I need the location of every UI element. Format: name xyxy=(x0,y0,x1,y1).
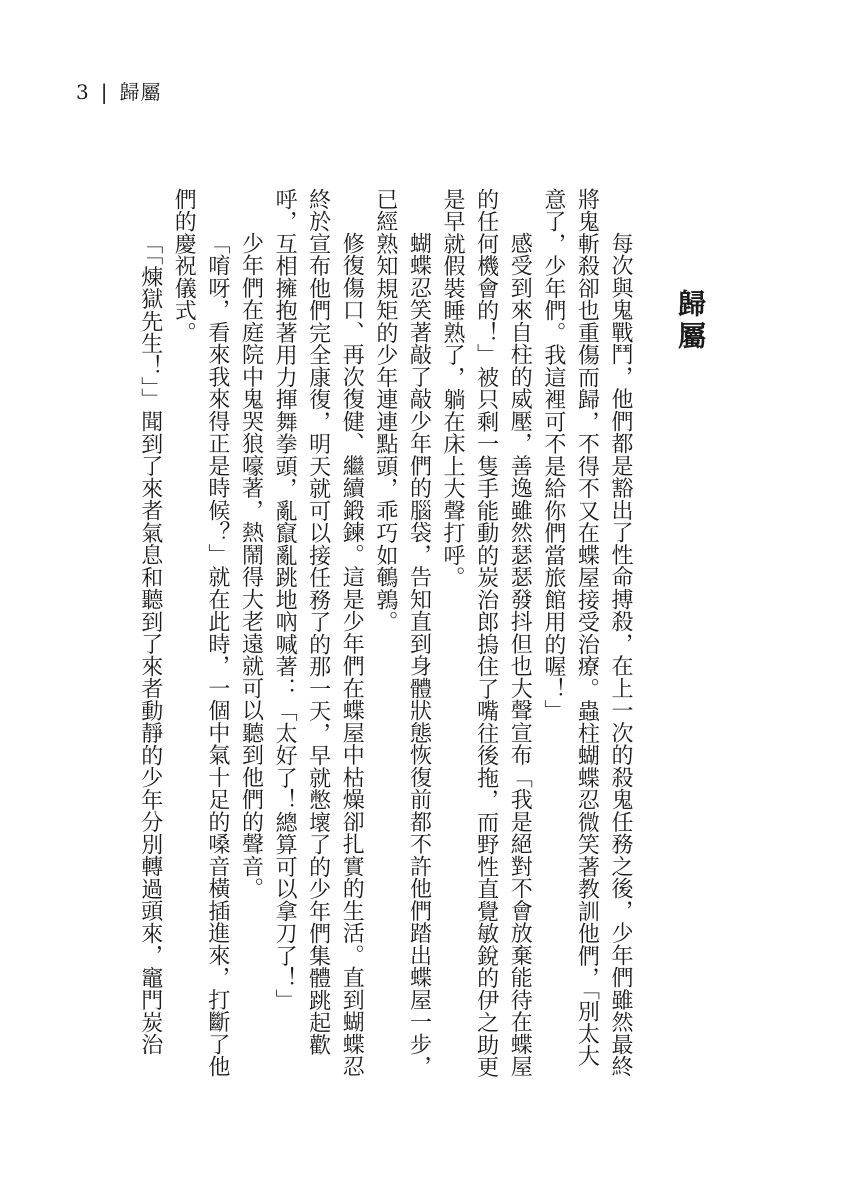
text-line: 已經熟知規矩的少年連連點頭，乖巧如鵪鶉。 xyxy=(372,188,398,633)
paragraph xyxy=(133,188,167,1088)
text-line: 少年們在庭院中鬼哭狼嚎著，熱鬧得大老遠就可以聽到他們的聲音。 xyxy=(238,232,264,900)
text-line: 意了，少年們。我這裡可不是給你們當旅館用的喔！」 xyxy=(540,188,566,722)
running-chapter-title: 歸屬 xyxy=(119,80,162,104)
text-line: 「唷呀，看來我來得正是時候？」就在此時，一個中氣十足的嗓音橫插進來，打斷了他 xyxy=(204,232,230,1078)
page-number: 3 xyxy=(76,80,90,104)
text-line: 的任何機會的！」被只剩一隻手能動的炭治郎摀住了嘴往後拖，而野性直覺敏銳的伊之助更 xyxy=(473,188,499,1078)
text-line: 感受到來自柱的威壓，善逸雖然瑟瑟發抖但也大聲宣布「我是絕對不會放棄能待在蝶屋 xyxy=(507,232,533,1078)
text-line: 每次與鬼戰鬥，他們都是豁出了性命搏殺，在上一次的殺鬼任務之後，少年們雖然最終 xyxy=(608,232,633,1078)
text-line: 「「煉獄先生！」」聞到了來者氣息和聽到了來者動靜的少年分別轉過頭來，竈門炭治 xyxy=(137,232,163,1056)
paragraph xyxy=(368,188,435,1088)
paragraph xyxy=(435,188,536,1088)
text-line: 們的慶祝儀式。 xyxy=(171,188,197,344)
header-separator: | xyxy=(100,80,109,104)
text-line: 修復傷口、再次復健、繼續鍛鍊。這是少年們在蝶屋中枯燥卻扎實的生活。直到蝴蝶忍 xyxy=(339,232,365,1078)
running-header xyxy=(76,79,161,105)
text-line: 蝴蝶忍笑著敲了敲少年們的腦袋，告知直到身體狀態恢復前都不許他們踏出蝶屋一步， xyxy=(406,232,432,1078)
text-line: 呼，互相擁抱著用力揮舞拳頭，亂竄亂跳地吶喊著：「太好了！總算可以拿刀了！」 xyxy=(272,188,298,1012)
paragraph xyxy=(167,188,234,1088)
chapter-title: 歸屬 xyxy=(674,289,707,353)
paragraph xyxy=(234,188,268,1088)
paragraph xyxy=(536,188,637,1088)
body-text xyxy=(133,188,637,1088)
paragraph xyxy=(267,188,368,1088)
text-line: 終於宣布他們完全康復，明天就可以接任務了的那一天，早就憋壞了的少年們集體跳起歡 xyxy=(305,188,331,1056)
text-line: 將鬼斬殺卻也重傷而歸，不得不又在蝶屋接受治療。蟲柱蝴蝶忍微笑著教訓他們，「別太大 xyxy=(574,188,600,1067)
text-line: 是早就假裝睡熟了，躺在床上大聲打呼。 xyxy=(440,188,466,589)
